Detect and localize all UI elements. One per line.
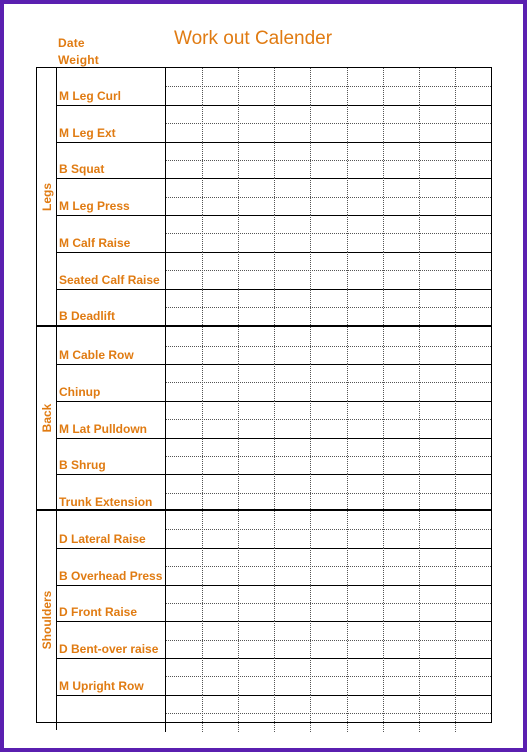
- column-divider: [455, 68, 456, 105]
- column-divider: [202, 585, 203, 622]
- workout-grid: [36, 67, 492, 723]
- column-divider: [419, 474, 420, 511]
- column-divider: [310, 289, 311, 326]
- exercise-row: [56, 327, 491, 365]
- row-divider: [166, 640, 491, 641]
- day-cells[interactable]: [166, 327, 491, 364]
- column-divider: [419, 327, 420, 364]
- column-divider: [202, 658, 203, 695]
- exercise-row: [56, 252, 491, 290]
- column-divider: [310, 511, 311, 548]
- column-divider: [202, 215, 203, 252]
- column-divider: [274, 215, 275, 252]
- day-cells[interactable]: [166, 548, 491, 585]
- column-divider: [383, 252, 384, 289]
- exercise-name: D Bent-over raise: [59, 642, 159, 656]
- day-cells[interactable]: [166, 621, 491, 658]
- exercise-name: B Squat: [59, 162, 105, 177]
- day-cells[interactable]: [166, 401, 491, 438]
- column-divider: [419, 585, 420, 622]
- exercise-name-cell: [56, 548, 166, 585]
- exercise-name: Trunk Extension: [59, 495, 153, 509]
- exercise-name-cell: [56, 178, 166, 215]
- column-divider: [347, 364, 348, 401]
- column-divider: [238, 178, 239, 215]
- page-title: Work out Calender: [174, 28, 333, 49]
- exercise-name: D Lateral Raise: [59, 531, 146, 546]
- exercise-row: [56, 695, 491, 732]
- column-divider: [383, 105, 384, 142]
- column-divider: [347, 474, 348, 511]
- day-cells[interactable]: [166, 438, 491, 475]
- column-divider: [455, 438, 456, 475]
- column-divider: [238, 68, 239, 105]
- column-divider: [310, 364, 311, 401]
- column-divider: [455, 215, 456, 252]
- column-divider: [274, 548, 275, 585]
- day-cells[interactable]: [166, 215, 491, 252]
- column-divider: [347, 252, 348, 289]
- row-divider: [166, 346, 491, 347]
- column-divider: [347, 105, 348, 142]
- column-divider: [202, 252, 203, 289]
- row-divider: [166, 382, 491, 383]
- exercise-name-cell: [56, 401, 166, 438]
- column-divider: [419, 178, 420, 215]
- column-divider: [274, 658, 275, 695]
- column-divider: [202, 401, 203, 438]
- column-divider: [310, 215, 311, 252]
- column-divider: [455, 511, 456, 548]
- row-divider: [166, 123, 491, 124]
- column-divider: [310, 621, 311, 658]
- column-divider: [383, 658, 384, 695]
- column-divider: [419, 364, 420, 401]
- row-divider: [166, 419, 491, 420]
- column-divider: [347, 327, 348, 364]
- column-divider: [310, 68, 311, 105]
- column-divider: [274, 695, 275, 732]
- column-divider: [455, 289, 456, 326]
- row-divider: [166, 456, 491, 457]
- column-divider: [310, 401, 311, 438]
- column-divider: [238, 142, 239, 179]
- day-cells[interactable]: [166, 658, 491, 695]
- exercise-name-cell: [56, 658, 166, 695]
- exercise-row: [56, 68, 491, 106]
- column-divider: [347, 438, 348, 475]
- column-divider: [274, 327, 275, 364]
- day-cells[interactable]: [166, 105, 491, 142]
- column-divider: [202, 474, 203, 511]
- column-divider: [238, 474, 239, 511]
- column-divider: [274, 621, 275, 658]
- column-divider: [347, 401, 348, 438]
- day-cells[interactable]: [166, 695, 491, 732]
- column-divider: [310, 327, 311, 364]
- column-divider: [238, 327, 239, 364]
- column-divider: [419, 511, 420, 548]
- row-divider: [166, 307, 491, 308]
- group-section-back: [37, 325, 491, 509]
- row-divider: [166, 86, 491, 87]
- exercise-name: B Shrug: [59, 458, 106, 473]
- column-divider: [274, 252, 275, 289]
- column-divider: [455, 658, 456, 695]
- column-divider: [419, 252, 420, 289]
- exercise-row: [56, 215, 491, 253]
- column-divider: [202, 695, 203, 732]
- column-divider: [274, 105, 275, 142]
- column-divider: [238, 252, 239, 289]
- column-divider: [419, 401, 420, 438]
- column-divider: [202, 105, 203, 142]
- exercise-name-cell: [56, 511, 166, 548]
- column-divider: [238, 621, 239, 658]
- group-section-legs: [37, 68, 491, 325]
- column-divider: [419, 658, 420, 695]
- exercise-name-cell: [56, 585, 166, 622]
- exercise-name: Seated Calf Raise: [59, 272, 160, 287]
- column-divider: [310, 142, 311, 179]
- column-divider: [383, 695, 384, 732]
- column-divider: [455, 252, 456, 289]
- exercise-name: D Front Raise: [59, 605, 138, 620]
- column-divider: [455, 621, 456, 658]
- column-divider: [274, 438, 275, 475]
- column-divider: [383, 289, 384, 326]
- column-divider: [347, 548, 348, 585]
- column-divider: [274, 178, 275, 215]
- column-divider: [383, 142, 384, 179]
- exercise-name-cell: [56, 252, 166, 289]
- column-divider: [383, 215, 384, 252]
- exercise-name: B Deadlift: [59, 309, 116, 324]
- day-cells[interactable]: [166, 474, 491, 511]
- column-divider: [455, 364, 456, 401]
- column-divider: [202, 327, 203, 364]
- exercise-name-cell: [56, 621, 166, 658]
- day-cells[interactable]: [166, 511, 491, 548]
- column-divider: [274, 364, 275, 401]
- exercise-name: M Leg Curl: [59, 88, 121, 103]
- column-divider: [202, 289, 203, 326]
- column-divider: [310, 105, 311, 142]
- column-divider: [202, 142, 203, 179]
- exercise-name-cell: [56, 215, 166, 252]
- column-divider: [383, 548, 384, 585]
- row-divider: [166, 713, 491, 714]
- exercise-name-cell: [56, 105, 166, 142]
- column-divider: [202, 511, 203, 548]
- column-divider: [383, 178, 384, 215]
- column-divider: [274, 401, 275, 438]
- day-cells[interactable]: [166, 252, 491, 289]
- column-divider: [310, 474, 311, 511]
- column-divider: [383, 621, 384, 658]
- column-divider: [202, 438, 203, 475]
- date-label: Date: [58, 36, 85, 50]
- column-divider: [238, 215, 239, 252]
- exercise-name-cell: [56, 289, 166, 326]
- column-divider: [274, 511, 275, 548]
- column-divider: [310, 548, 311, 585]
- column-divider: [419, 105, 420, 142]
- column-divider: [347, 68, 348, 105]
- group-label: Shoulders: [39, 590, 54, 650]
- column-divider: [383, 474, 384, 511]
- column-divider: [383, 585, 384, 622]
- row-divider: [166, 493, 491, 494]
- column-divider: [310, 658, 311, 695]
- column-divider: [347, 511, 348, 548]
- exercise-name: M Upright Row: [59, 678, 144, 693]
- worksheet-page: [4, 4, 523, 748]
- column-divider: [310, 178, 311, 215]
- column-divider: [383, 364, 384, 401]
- column-divider: [455, 178, 456, 215]
- column-divider: [383, 327, 384, 364]
- column-divider: [383, 511, 384, 548]
- row-divider: [166, 160, 491, 161]
- day-cells[interactable]: [166, 585, 491, 622]
- column-divider: [274, 142, 275, 179]
- column-divider: [419, 215, 420, 252]
- day-cells[interactable]: [166, 68, 491, 105]
- column-divider: [202, 68, 203, 105]
- exercise-name: M Leg Ext: [59, 125, 116, 140]
- column-divider: [238, 105, 239, 142]
- exercise-name-cell: [56, 327, 166, 364]
- column-divider: [274, 68, 275, 105]
- column-divider: [238, 401, 239, 438]
- group-label-cell: [37, 511, 57, 730]
- exercise-row: [56, 585, 491, 623]
- column-divider: [347, 215, 348, 252]
- exercise-row: [56, 178, 491, 216]
- column-divider: [419, 142, 420, 179]
- column-divider: [455, 142, 456, 179]
- day-cells[interactable]: [166, 289, 491, 326]
- column-divider: [419, 68, 420, 105]
- column-divider: [274, 474, 275, 511]
- exercise-row: [56, 548, 491, 586]
- exercise-row: [56, 511, 491, 549]
- day-cells[interactable]: [166, 142, 491, 179]
- column-divider: [347, 695, 348, 732]
- exercise-name: M Leg Press: [59, 199, 130, 213]
- column-divider: [419, 548, 420, 585]
- exercise-row: [56, 474, 491, 511]
- exercise-row: [56, 364, 491, 402]
- column-divider: [455, 585, 456, 622]
- column-divider: [238, 289, 239, 326]
- column-divider: [455, 105, 456, 142]
- column-divider: [238, 511, 239, 548]
- row-divider: [166, 233, 491, 234]
- exercise-row: [56, 401, 491, 439]
- column-divider: [310, 252, 311, 289]
- column-divider: [419, 621, 420, 658]
- column-divider: [383, 68, 384, 105]
- column-divider: [455, 401, 456, 438]
- row-divider: [166, 676, 491, 677]
- column-divider: [238, 548, 239, 585]
- exercise-name: Chinup: [59, 384, 101, 399]
- exercise-row: [56, 142, 491, 180]
- column-divider: [455, 327, 456, 364]
- column-divider: [419, 695, 420, 732]
- row-divider: [166, 197, 491, 198]
- group-label: Back: [39, 403, 54, 433]
- exercise-row: [56, 621, 491, 659]
- column-divider: [310, 585, 311, 622]
- column-divider: [455, 695, 456, 732]
- exercise-name: B Overhead Press: [59, 568, 163, 583]
- column-divider: [347, 658, 348, 695]
- exercise-name: M Lat Pulldown: [59, 421, 147, 436]
- column-divider: [419, 289, 420, 326]
- group-label: Legs: [39, 182, 54, 211]
- column-divider: [419, 438, 420, 475]
- column-divider: [383, 438, 384, 475]
- exercise-name-cell: [56, 142, 166, 179]
- exercise-row: [56, 105, 491, 143]
- column-divider: [202, 178, 203, 215]
- weight-label: Weight: [58, 53, 99, 67]
- exercise-name-cell: [56, 68, 166, 105]
- exercise-name: M Calf Raise: [59, 235, 131, 250]
- day-cells[interactable]: [166, 178, 491, 215]
- column-divider: [347, 142, 348, 179]
- column-divider: [347, 585, 348, 622]
- exercise-name-cell: [56, 695, 166, 732]
- group-section-shoulders: [37, 509, 491, 730]
- exercise-row: [56, 658, 491, 696]
- column-divider: [238, 585, 239, 622]
- column-divider: [347, 621, 348, 658]
- column-divider: [455, 548, 456, 585]
- exercise-name-cell: [56, 364, 166, 401]
- column-divider: [455, 474, 456, 511]
- column-divider: [238, 364, 239, 401]
- exercise-name: M Cable Row: [59, 348, 134, 362]
- column-divider: [274, 585, 275, 622]
- column-divider: [383, 401, 384, 438]
- group-label-cell: [37, 68, 57, 325]
- group-label-cell: [37, 327, 57, 509]
- row-divider: [166, 603, 491, 604]
- column-divider: [202, 548, 203, 585]
- row-divider: [166, 529, 491, 530]
- row-divider: [166, 270, 491, 271]
- day-cells[interactable]: [166, 364, 491, 401]
- column-divider: [238, 438, 239, 475]
- column-divider: [347, 289, 348, 326]
- column-divider: [202, 364, 203, 401]
- exercise-name-cell: [56, 474, 166, 511]
- row-divider: [166, 566, 491, 567]
- exercise-name-cell: [56, 438, 166, 475]
- column-divider: [274, 289, 275, 326]
- column-divider: [347, 178, 348, 215]
- column-divider: [238, 695, 239, 732]
- exercise-row: [56, 438, 491, 476]
- column-divider: [238, 658, 239, 695]
- column-divider: [202, 621, 203, 658]
- exercise-row: [56, 289, 491, 326]
- column-divider: [310, 695, 311, 732]
- column-divider: [310, 438, 311, 475]
